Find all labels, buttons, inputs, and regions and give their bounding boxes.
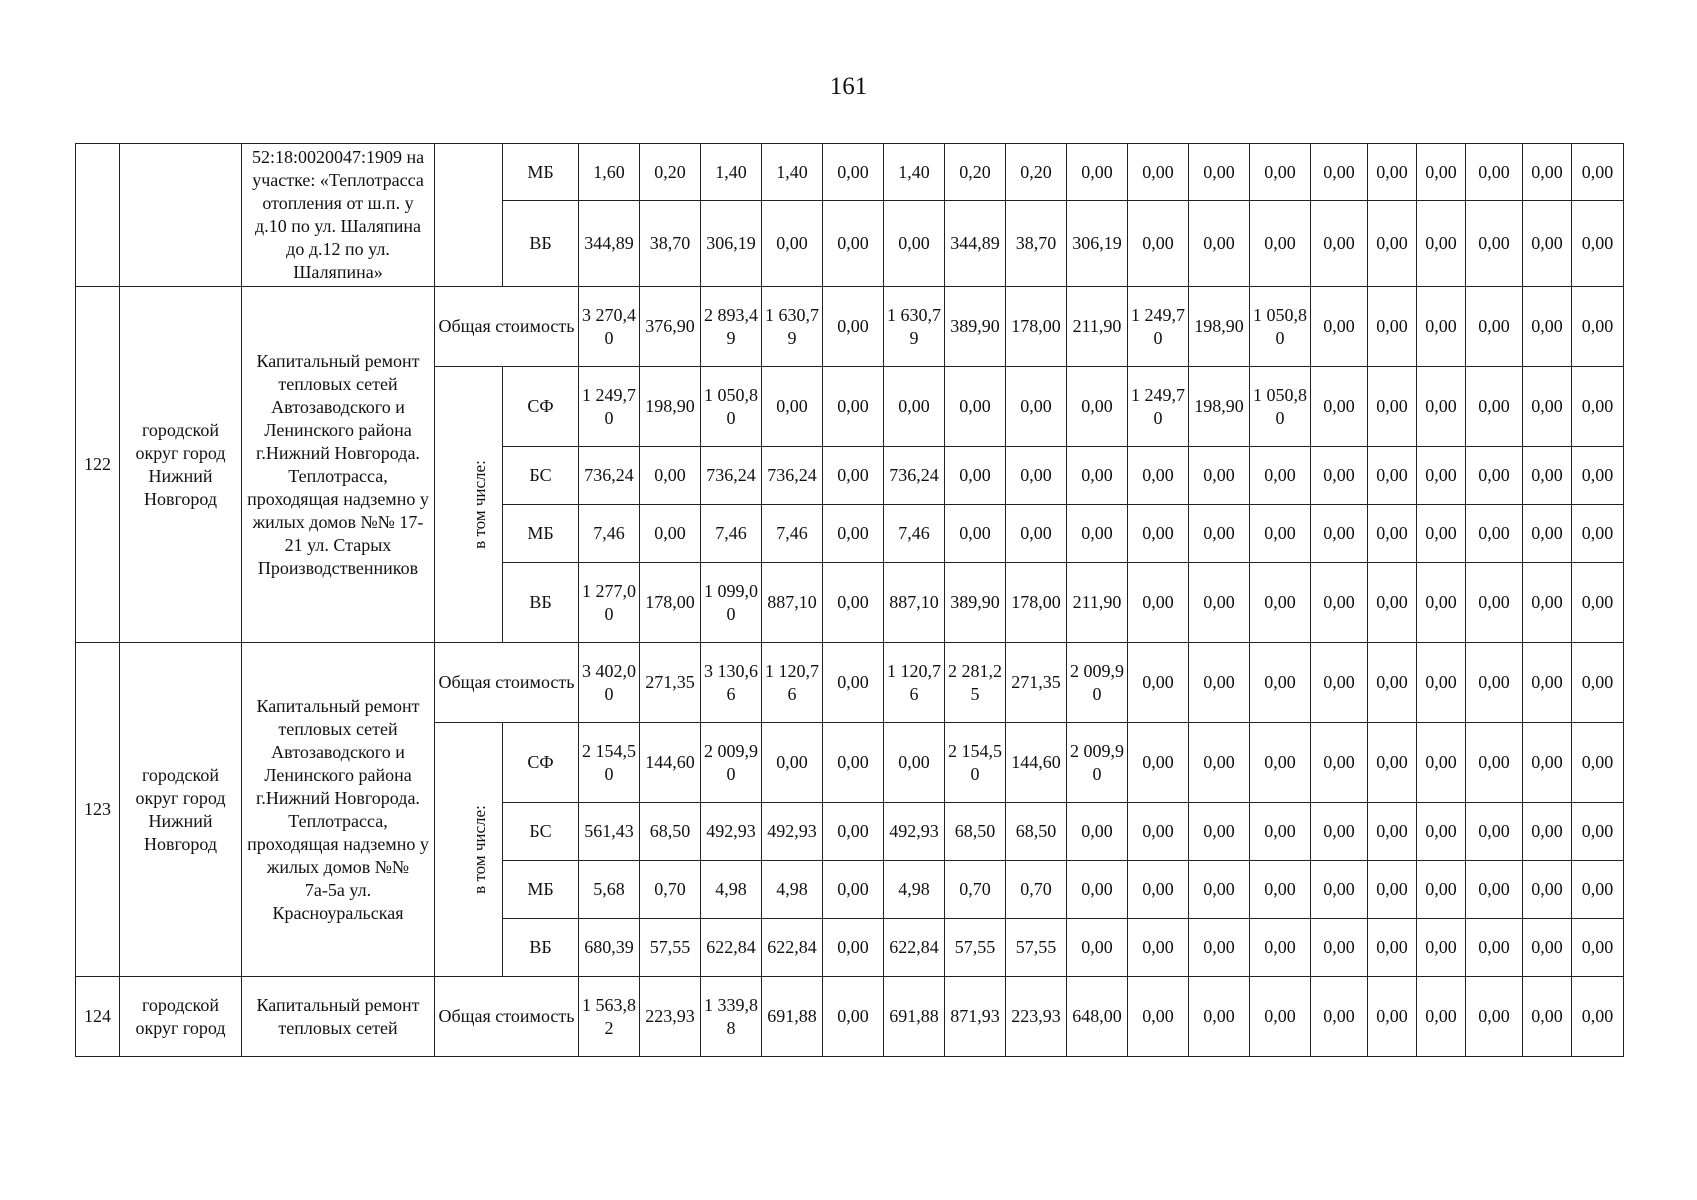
value-cell: 7,46 bbox=[579, 505, 640, 563]
value-cell: 0,20 bbox=[945, 144, 1006, 201]
value-cell: 211,90 bbox=[1067, 287, 1128, 367]
funding-source-label: МБ bbox=[503, 505, 579, 563]
value-cell: 0,00 bbox=[1368, 144, 1417, 201]
value-cell: 389,90 bbox=[945, 287, 1006, 367]
funding-source-label: МБ bbox=[503, 144, 579, 201]
value-cell: 2 281,25 bbox=[945, 643, 1006, 723]
value-cell: 0,00 bbox=[1466, 803, 1523, 861]
value-cell: 1 099,00 bbox=[701, 563, 762, 643]
value-cell: 0,00 bbox=[823, 287, 884, 367]
value-cell: 0,00 bbox=[1189, 201, 1250, 287]
value-cell: 0,00 bbox=[1572, 723, 1624, 803]
value-cell: 0,00 bbox=[1523, 803, 1572, 861]
row-number-cell: 124 bbox=[76, 977, 120, 1057]
value-cell: 0,00 bbox=[823, 723, 884, 803]
value-cell: 0,00 bbox=[1189, 643, 1250, 723]
object-description-cell: Капитальный ремонт тепловых сетей bbox=[242, 977, 435, 1057]
value-cell: 223,93 bbox=[1006, 977, 1067, 1057]
value-cell: 2 009,90 bbox=[1067, 643, 1128, 723]
value-cell: 0,00 bbox=[823, 144, 884, 201]
including-label: в том числе: bbox=[469, 460, 489, 549]
value-cell: 0,00 bbox=[1368, 367, 1417, 447]
value-cell: 144,60 bbox=[1006, 723, 1067, 803]
value-cell: 0,00 bbox=[1189, 447, 1250, 505]
value-cell: 0,00 bbox=[1523, 201, 1572, 287]
value-cell: 0,20 bbox=[1006, 144, 1067, 201]
object-description-cell: 52:18:0020047:1909 на участке: «Теплотрасса отопления от ш.п. у д.10 по ул. Шаляпина до д.12 по ул. Шаляпина» bbox=[242, 144, 435, 287]
value-cell: 178,00 bbox=[640, 563, 701, 643]
value-cell: 0,00 bbox=[1417, 287, 1466, 367]
value-cell: 0,70 bbox=[640, 861, 701, 919]
value-cell: 0,00 bbox=[1311, 803, 1368, 861]
table-row bbox=[76, 144, 1624, 201]
value-cell: 57,55 bbox=[1006, 919, 1067, 977]
value-cell: 0,00 bbox=[1572, 367, 1624, 447]
value-cell: 306,19 bbox=[1067, 201, 1128, 287]
value-cell: 0,00 bbox=[1128, 144, 1189, 201]
value-cell: 0,00 bbox=[1128, 643, 1189, 723]
value-cell: 3 130,66 bbox=[701, 643, 762, 723]
value-cell: 0,00 bbox=[1466, 723, 1523, 803]
value-cell: 271,35 bbox=[640, 643, 701, 723]
value-cell: 871,93 bbox=[945, 977, 1006, 1057]
value-cell: 0,00 bbox=[1466, 643, 1523, 723]
value-cell: 0,00 bbox=[1368, 723, 1417, 803]
value-cell: 0,00 bbox=[1128, 919, 1189, 977]
value-cell: 0,00 bbox=[1417, 803, 1466, 861]
value-cell: 0,00 bbox=[1128, 505, 1189, 563]
row-number-cell: 123 bbox=[76, 643, 120, 977]
including-label-cell bbox=[435, 723, 503, 977]
municipality-cell bbox=[120, 144, 242, 287]
value-cell: 0,00 bbox=[1250, 643, 1311, 723]
municipality-cell: городской округ город bbox=[120, 977, 242, 1057]
value-cell: 389,90 bbox=[945, 563, 1006, 643]
value-cell: 0,00 bbox=[1523, 505, 1572, 563]
value-cell: 0,00 bbox=[1311, 919, 1368, 977]
value-cell: 0,00 bbox=[1466, 201, 1523, 287]
value-cell: 0,00 bbox=[1417, 919, 1466, 977]
value-cell: 0,00 bbox=[1128, 861, 1189, 919]
value-cell: 0,00 bbox=[1466, 505, 1523, 563]
value-cell: 0,00 bbox=[1311, 447, 1368, 505]
value-cell: 622,84 bbox=[762, 919, 823, 977]
value-cell: 0,00 bbox=[1466, 144, 1523, 201]
value-cell: 0,00 bbox=[1523, 861, 1572, 919]
value-cell: 271,35 bbox=[1006, 643, 1067, 723]
value-cell: 0,00 bbox=[823, 643, 884, 723]
value-cell: 0,00 bbox=[1311, 505, 1368, 563]
value-cell: 0,00 bbox=[640, 505, 701, 563]
value-cell: 0,00 bbox=[1466, 447, 1523, 505]
value-cell: 178,00 bbox=[1006, 287, 1067, 367]
value-cell: 0,00 bbox=[1368, 505, 1417, 563]
value-cell: 4,98 bbox=[884, 861, 945, 919]
value-cell: 0,00 bbox=[1311, 643, 1368, 723]
value-cell: 0,00 bbox=[1523, 723, 1572, 803]
row-number-cell: 122 bbox=[76, 287, 120, 643]
value-cell: 0,00 bbox=[1006, 505, 1067, 563]
value-cell: 0,00 bbox=[762, 723, 823, 803]
value-cell: 0,00 bbox=[1466, 919, 1523, 977]
object-description-cell: Капитальный ремонт тепловых сетей Автозаводского и Ленинского района г.Нижний Новгорода. Теплотрасса, проходящая надземно у жилых домов №№ 17-21 ул. Старых Производственников bbox=[242, 287, 435, 643]
value-cell: 0,00 bbox=[1250, 977, 1311, 1057]
value-cell: 622,84 bbox=[884, 919, 945, 977]
value-cell: 0,70 bbox=[1006, 861, 1067, 919]
value-cell: 0,00 bbox=[1250, 919, 1311, 977]
value-cell: 0,00 bbox=[1417, 447, 1466, 505]
value-cell: 0,00 bbox=[762, 367, 823, 447]
value-cell: 0,00 bbox=[884, 367, 945, 447]
value-cell: 0,00 bbox=[1368, 643, 1417, 723]
value-cell: 1,40 bbox=[701, 144, 762, 201]
value-cell: 0,00 bbox=[1572, 287, 1624, 367]
value-cell: 1 630,79 bbox=[884, 287, 945, 367]
value-cell: 0,00 bbox=[640, 447, 701, 505]
value-cell: 7,46 bbox=[762, 505, 823, 563]
value-cell: 0,00 bbox=[1466, 977, 1523, 1057]
value-cell: 1 120,76 bbox=[762, 643, 823, 723]
value-cell: 344,89 bbox=[579, 201, 640, 287]
value-cell: 0,00 bbox=[1368, 919, 1417, 977]
value-cell: 38,70 bbox=[1006, 201, 1067, 287]
value-cell: 492,93 bbox=[884, 803, 945, 861]
value-cell: 0,00 bbox=[1311, 287, 1368, 367]
value-cell: 0,00 bbox=[1417, 643, 1466, 723]
value-cell: 0,00 bbox=[1466, 563, 1523, 643]
value-cell: 344,89 bbox=[945, 201, 1006, 287]
object-description-cell: Капитальный ремонт тепловых сетей Автозаводского и Ленинского района г.Нижний Новгорода. Теплотрасса, проходящая надземно у жилых домов №№ 7а-5а ул. Красноуральская bbox=[242, 643, 435, 977]
value-cell: 0,00 bbox=[1189, 919, 1250, 977]
value-cell: 0,00 bbox=[1523, 447, 1572, 505]
value-cell: 0,00 bbox=[1368, 803, 1417, 861]
value-cell: 0,00 bbox=[1417, 505, 1466, 563]
funding-source-label: ВБ bbox=[503, 201, 579, 287]
value-cell: 1 563,82 bbox=[579, 977, 640, 1057]
value-cell: 0,00 bbox=[1250, 201, 1311, 287]
funding-source-label: ВБ bbox=[503, 919, 579, 977]
total-cost-label: Общая стоимость bbox=[435, 643, 579, 723]
value-cell: 0,00 bbox=[1128, 977, 1189, 1057]
value-cell: 736,24 bbox=[884, 447, 945, 505]
value-cell: 3 270,40 bbox=[579, 287, 640, 367]
value-cell: 0,00 bbox=[1368, 977, 1417, 1057]
value-cell: 0,00 bbox=[1572, 643, 1624, 723]
value-cell: 0,00 bbox=[1417, 367, 1466, 447]
value-cell: 0,00 bbox=[1417, 977, 1466, 1057]
value-cell: 0,00 bbox=[1311, 723, 1368, 803]
total-cost-label: Общая стоимость bbox=[435, 287, 579, 367]
municipality-cell: городской округ город Нижний Новгород bbox=[120, 287, 242, 643]
value-cell: 0,00 bbox=[1368, 563, 1417, 643]
value-cell: 1 050,80 bbox=[1250, 287, 1311, 367]
value-cell: 0,00 bbox=[1368, 861, 1417, 919]
value-cell: 1,60 bbox=[579, 144, 640, 201]
value-cell: 0,00 bbox=[823, 919, 884, 977]
value-cell: 0,00 bbox=[1417, 144, 1466, 201]
value-cell: 68,50 bbox=[1006, 803, 1067, 861]
value-cell: 0,00 bbox=[823, 367, 884, 447]
value-cell: 0,00 bbox=[884, 723, 945, 803]
value-cell: 0,00 bbox=[1572, 563, 1624, 643]
value-cell: 0,00 bbox=[823, 505, 884, 563]
value-cell: 0,00 bbox=[1189, 723, 1250, 803]
value-cell: 0,00 bbox=[1250, 447, 1311, 505]
value-cell: 0,00 bbox=[1189, 505, 1250, 563]
value-cell: 0,00 bbox=[823, 563, 884, 643]
including-label-cell bbox=[435, 367, 503, 643]
value-cell: 0,00 bbox=[1368, 201, 1417, 287]
value-cell: 1 277,00 bbox=[579, 563, 640, 643]
value-cell: 5,68 bbox=[579, 861, 640, 919]
value-cell: 0,00 bbox=[1523, 287, 1572, 367]
total-cost-label: Общая стоимость bbox=[435, 977, 579, 1057]
value-cell: 0,00 bbox=[1572, 447, 1624, 505]
value-cell: 198,90 bbox=[640, 367, 701, 447]
value-cell: 1 339,88 bbox=[701, 977, 762, 1057]
value-cell: 492,93 bbox=[701, 803, 762, 861]
value-cell: 561,43 bbox=[579, 803, 640, 861]
empty-cell bbox=[435, 144, 503, 287]
value-cell: 887,10 bbox=[762, 563, 823, 643]
value-cell: 0,00 bbox=[1417, 723, 1466, 803]
value-cell: 0,00 bbox=[1128, 201, 1189, 287]
value-cell: 7,46 bbox=[701, 505, 762, 563]
value-cell: 2 893,49 bbox=[701, 287, 762, 367]
value-cell: 0,00 bbox=[1466, 861, 1523, 919]
value-cell: 691,88 bbox=[884, 977, 945, 1057]
value-cell: 1 249,70 bbox=[1128, 367, 1189, 447]
value-cell: 144,60 bbox=[640, 723, 701, 803]
value-cell: 887,10 bbox=[884, 563, 945, 643]
funding-source-label: БС bbox=[503, 803, 579, 861]
value-cell: 691,88 bbox=[762, 977, 823, 1057]
value-cell: 0,00 bbox=[1523, 367, 1572, 447]
value-cell: 1 630,79 bbox=[762, 287, 823, 367]
value-cell: 57,55 bbox=[945, 919, 1006, 977]
value-cell: 0,00 bbox=[1128, 723, 1189, 803]
value-cell: 2 009,90 bbox=[701, 723, 762, 803]
value-cell: 0,00 bbox=[1067, 367, 1128, 447]
value-cell: 0,00 bbox=[1572, 919, 1624, 977]
value-cell: 0,00 bbox=[1368, 287, 1417, 367]
value-cell: 0,00 bbox=[1189, 563, 1250, 643]
value-cell: 736,24 bbox=[579, 447, 640, 505]
value-cell: 0,00 bbox=[1417, 563, 1466, 643]
value-cell: 0,00 bbox=[945, 505, 1006, 563]
value-cell: 0,00 bbox=[1067, 505, 1128, 563]
financing-table bbox=[75, 143, 1624, 1057]
value-cell: 0,00 bbox=[1006, 367, 1067, 447]
value-cell: 0,70 bbox=[945, 861, 1006, 919]
value-cell: 0,00 bbox=[1189, 144, 1250, 201]
value-cell: 0,00 bbox=[1128, 447, 1189, 505]
value-cell: 0,20 bbox=[640, 144, 701, 201]
page-number: 161 bbox=[829, 73, 868, 100]
value-cell: 0,00 bbox=[1572, 505, 1624, 563]
value-cell: 622,84 bbox=[701, 919, 762, 977]
value-cell: 0,00 bbox=[823, 977, 884, 1057]
value-cell: 0,00 bbox=[1466, 287, 1523, 367]
value-cell: 0,00 bbox=[1523, 643, 1572, 723]
value-cell: 0,00 bbox=[1572, 861, 1624, 919]
value-cell: 57,55 bbox=[640, 919, 701, 977]
value-cell: 2 154,50 bbox=[579, 723, 640, 803]
value-cell: 0,00 bbox=[1250, 563, 1311, 643]
table-row bbox=[76, 287, 1624, 367]
value-cell: 0,00 bbox=[1128, 563, 1189, 643]
value-cell: 1,40 bbox=[762, 144, 823, 201]
value-cell: 0,00 bbox=[1523, 144, 1572, 201]
value-cell: 2 154,50 bbox=[945, 723, 1006, 803]
funding-source-label: МБ bbox=[503, 861, 579, 919]
row-number-cell bbox=[76, 144, 120, 287]
value-cell: 0,00 bbox=[1250, 505, 1311, 563]
value-cell: 0,00 bbox=[1368, 447, 1417, 505]
value-cell: 0,00 bbox=[1572, 201, 1624, 287]
value-cell: 0,00 bbox=[1311, 563, 1368, 643]
value-cell: 0,00 bbox=[1311, 977, 1368, 1057]
value-cell: 0,00 bbox=[1572, 803, 1624, 861]
value-cell: 0,00 bbox=[1067, 144, 1128, 201]
value-cell: 0,00 bbox=[823, 861, 884, 919]
value-cell: 1 120,76 bbox=[884, 643, 945, 723]
value-cell: 0,00 bbox=[1311, 367, 1368, 447]
value-cell: 0,00 bbox=[945, 447, 1006, 505]
value-cell: 376,90 bbox=[640, 287, 701, 367]
table-row bbox=[76, 977, 1624, 1057]
value-cell: 0,00 bbox=[1250, 803, 1311, 861]
value-cell: 0,00 bbox=[1417, 201, 1466, 287]
value-cell: 1,40 bbox=[884, 144, 945, 201]
value-cell: 198,90 bbox=[1189, 287, 1250, 367]
value-cell: 0,00 bbox=[762, 201, 823, 287]
value-cell: 1 249,70 bbox=[1128, 287, 1189, 367]
value-cell: 2 009,90 bbox=[1067, 723, 1128, 803]
funding-source-label: БС bbox=[503, 447, 579, 505]
value-cell: 0,00 bbox=[1466, 367, 1523, 447]
value-cell: 68,50 bbox=[945, 803, 1006, 861]
value-cell: 4,98 bbox=[701, 861, 762, 919]
value-cell: 4,98 bbox=[762, 861, 823, 919]
value-cell: 0,00 bbox=[1572, 977, 1624, 1057]
value-cell: 211,90 bbox=[1067, 563, 1128, 643]
value-cell: 0,00 bbox=[1189, 861, 1250, 919]
value-cell: 68,50 bbox=[640, 803, 701, 861]
value-cell: 0,00 bbox=[1189, 977, 1250, 1057]
value-cell: 0,00 bbox=[884, 201, 945, 287]
table-row bbox=[76, 643, 1624, 723]
value-cell: 38,70 bbox=[640, 201, 701, 287]
value-cell: 178,00 bbox=[1006, 563, 1067, 643]
value-cell: 0,00 bbox=[1250, 861, 1311, 919]
value-cell: 0,00 bbox=[1250, 723, 1311, 803]
value-cell: 0,00 bbox=[1523, 563, 1572, 643]
value-cell: 0,00 bbox=[1189, 803, 1250, 861]
value-cell: 0,00 bbox=[1067, 861, 1128, 919]
value-cell: 198,90 bbox=[1189, 367, 1250, 447]
value-cell: 7,46 bbox=[884, 505, 945, 563]
municipality-cell: городской округ город Нижний Новгород bbox=[120, 643, 242, 977]
funding-source-label: ВБ bbox=[503, 563, 579, 643]
value-cell: 0,00 bbox=[1250, 144, 1311, 201]
value-cell: 0,00 bbox=[945, 367, 1006, 447]
value-cell: 1 050,80 bbox=[1250, 367, 1311, 447]
value-cell: 0,00 bbox=[1311, 201, 1368, 287]
value-cell: 3 402,00 bbox=[579, 643, 640, 723]
value-cell: 0,00 bbox=[1067, 803, 1128, 861]
funding-source-label: СФ bbox=[503, 367, 579, 447]
value-cell: 648,00 bbox=[1067, 977, 1128, 1057]
value-cell: 0,00 bbox=[1067, 919, 1128, 977]
value-cell: 223,93 bbox=[640, 977, 701, 1057]
value-cell: 0,00 bbox=[1311, 144, 1368, 201]
value-cell: 0,00 bbox=[1311, 861, 1368, 919]
value-cell: 0,00 bbox=[1128, 803, 1189, 861]
including-label: в том числе: bbox=[469, 805, 489, 894]
value-cell: 736,24 bbox=[762, 447, 823, 505]
value-cell: 680,39 bbox=[579, 919, 640, 977]
value-cell: 0,00 bbox=[1006, 447, 1067, 505]
value-cell: 0,00 bbox=[823, 803, 884, 861]
value-cell: 0,00 bbox=[1572, 144, 1624, 201]
value-cell: 306,19 bbox=[701, 201, 762, 287]
value-cell: 1 050,80 bbox=[701, 367, 762, 447]
value-cell: 736,24 bbox=[701, 447, 762, 505]
funding-source-label: СФ bbox=[503, 723, 579, 803]
value-cell: 0,00 bbox=[823, 447, 884, 505]
value-cell: 0,00 bbox=[823, 201, 884, 287]
value-cell: 0,00 bbox=[1067, 447, 1128, 505]
value-cell: 0,00 bbox=[1523, 919, 1572, 977]
value-cell: 492,93 bbox=[762, 803, 823, 861]
value-cell: 0,00 bbox=[1417, 861, 1466, 919]
value-cell: 0,00 bbox=[1523, 977, 1572, 1057]
value-cell: 1 249,70 bbox=[579, 367, 640, 447]
